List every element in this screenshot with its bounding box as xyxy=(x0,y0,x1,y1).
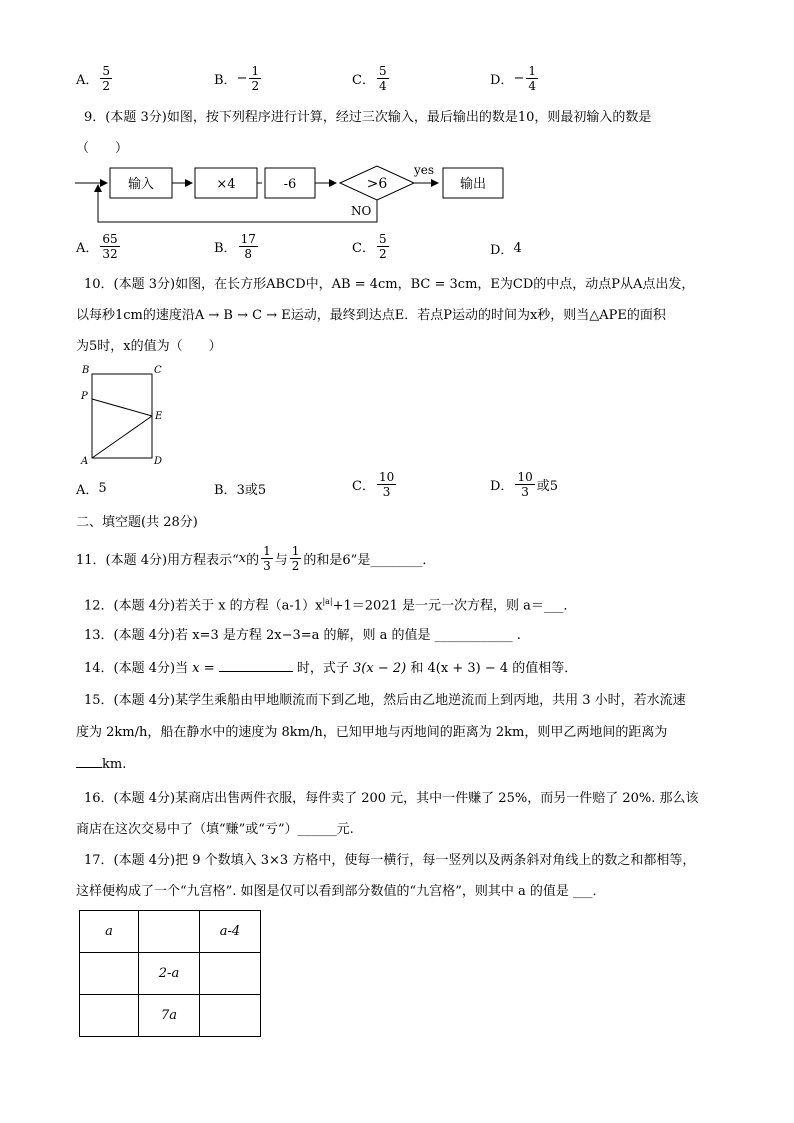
q10-option-b: B． 3或5 xyxy=(214,483,267,498)
q9-option-c: C． $\frac{5}{2}$ xyxy=(352,232,387,261)
fig-label-c: C xyxy=(154,365,162,376)
flow-output-label: 输出 xyxy=(459,177,487,192)
q10-rectangle-figure xyxy=(74,362,174,466)
grid-cell: a-4 xyxy=(200,911,261,953)
flow-input-label: 输入 xyxy=(127,177,155,192)
grid-cell xyxy=(200,995,261,1037)
q14-answer-blank[interactable] xyxy=(219,659,293,672)
q10-option-d: D． $\frac{10}{3}$ 或5 xyxy=(490,470,558,499)
grid-cell xyxy=(200,953,261,995)
flow-times4-label: ×4 xyxy=(216,177,236,192)
nine-grid-table xyxy=(79,910,261,1037)
q9-option-b: B． $\frac{17}{8}$ xyxy=(214,232,256,261)
fig-label-a: A xyxy=(81,456,89,466)
section-2-heading: 二、填空题(共 28分) xyxy=(76,515,198,530)
q12-text: 12．(本题 4分)若关于 x 的方程$(a-1)x^{|a|}+1=2021$ 是一元一次方程，则 a＝___． xyxy=(84,597,577,614)
q8-option-b: B． − $\frac{1}{2}$ xyxy=(214,64,260,93)
grid-cell: 2-a xyxy=(139,953,200,995)
fig-label-d: D xyxy=(154,456,163,466)
q10-option-c: C． $\frac{10}{3}$ xyxy=(352,470,395,499)
q16-text-line1: 16．(本题 4分)某商店出售两件衣服，每件卖了 200 元，其中一件赚了 25%，而另一件赔了 20%. 那么该 xyxy=(84,791,699,806)
grid-cell xyxy=(80,953,139,995)
q8-option-c: C． $\frac{5}{4}$ xyxy=(352,64,387,93)
q10-option-a: A． 5 xyxy=(76,481,107,498)
q9-text-line2: （ ） xyxy=(76,141,129,156)
fig-label-e: E xyxy=(155,411,163,422)
q9-text-line1: 9．(本题 3分)如图，按下列程序进行计算，经过三次输入，最后输出的数是10，则最初输入的数是 xyxy=(84,110,652,125)
flow-minus6-label: -6 xyxy=(283,177,297,192)
flow-yes-label: yes xyxy=(414,163,435,177)
fig-label-b: B xyxy=(82,365,90,376)
grid-cell: 7a xyxy=(139,995,200,1037)
q17-text-line2: 这样便构成了一个“九宫格”. 如图是仅可以看到部分数值的“九宫格”，则其中 a 的值是 ___． xyxy=(76,884,606,899)
q17-text-line1: 17．(本题 4分)把 9 个数填入 3×3 方格中，使每一横行，每一竖列以及两条斜对角线上的数之和都相等， xyxy=(84,853,696,868)
grid-cell xyxy=(80,995,139,1037)
q11-text: 11．(本题 4分)用方程表示“ x 的 $\frac{1}{3}$ 与 $\frac{1}{2}$ 的和是6”是________． xyxy=(76,544,436,573)
q14-text: 14．(本题 4分)当 x = 时，式子 3(x − 2) 和 4(x + 3) − 4 的值相等． xyxy=(84,661,578,676)
q15-text-line2: 度为 2km/h，船在静水中的速度为 8km/h，已知甲地与丙地间的距离为 2km，则甲乙两地间的距离为 xyxy=(76,725,668,740)
q15-text-line3: km. xyxy=(76,755,126,774)
q15-answer-blank[interactable] xyxy=(76,755,102,768)
q10-text-line1: 10．(本题 3分)如图，在长方形ABCD中，AB = 4cm，BC = 3cm，E为CD的中点，动点P从A点出发， xyxy=(84,277,695,292)
q10-text-line2: 以每秒1cm的速度沿A → B → C → E运动，最终到达点E．若点P运动的时间为x秒，则当△APE的面积 xyxy=(76,308,666,323)
q16-text-line2: 商店在这次交易中了（填“赚”或“亏”）______元. xyxy=(76,822,354,837)
grid-cell xyxy=(139,911,200,953)
q8-option-d: D． − $\frac{1}{4}$ xyxy=(490,64,536,93)
q8-option-a: A． $\frac{5}{2}$ xyxy=(76,64,111,93)
flow-condition-label: >6 xyxy=(366,176,388,192)
q10-text-line3: 为5时，x的值为（ ） xyxy=(76,339,222,354)
fig-label-p: P xyxy=(81,391,88,402)
flow-no-label: NO xyxy=(351,204,372,218)
q9-option-d: D． 4 xyxy=(490,241,522,258)
q15-text-line1: 15．(本题 4分)某学生乘船由甲地顺流而下到乙地，然后由乙地逆流而上到丙地，共用 3 小时，若水流速 xyxy=(84,693,686,708)
q9-flowchart xyxy=(70,160,520,226)
grid-cell: a xyxy=(80,911,139,953)
q13-text: 13．(本题 4分)若 x=3 是方程 2x−3=a 的解，则 a 的值是 ____________ . xyxy=(84,628,521,643)
q9-option-a: A． $\frac{65}{32}$ xyxy=(76,232,118,261)
